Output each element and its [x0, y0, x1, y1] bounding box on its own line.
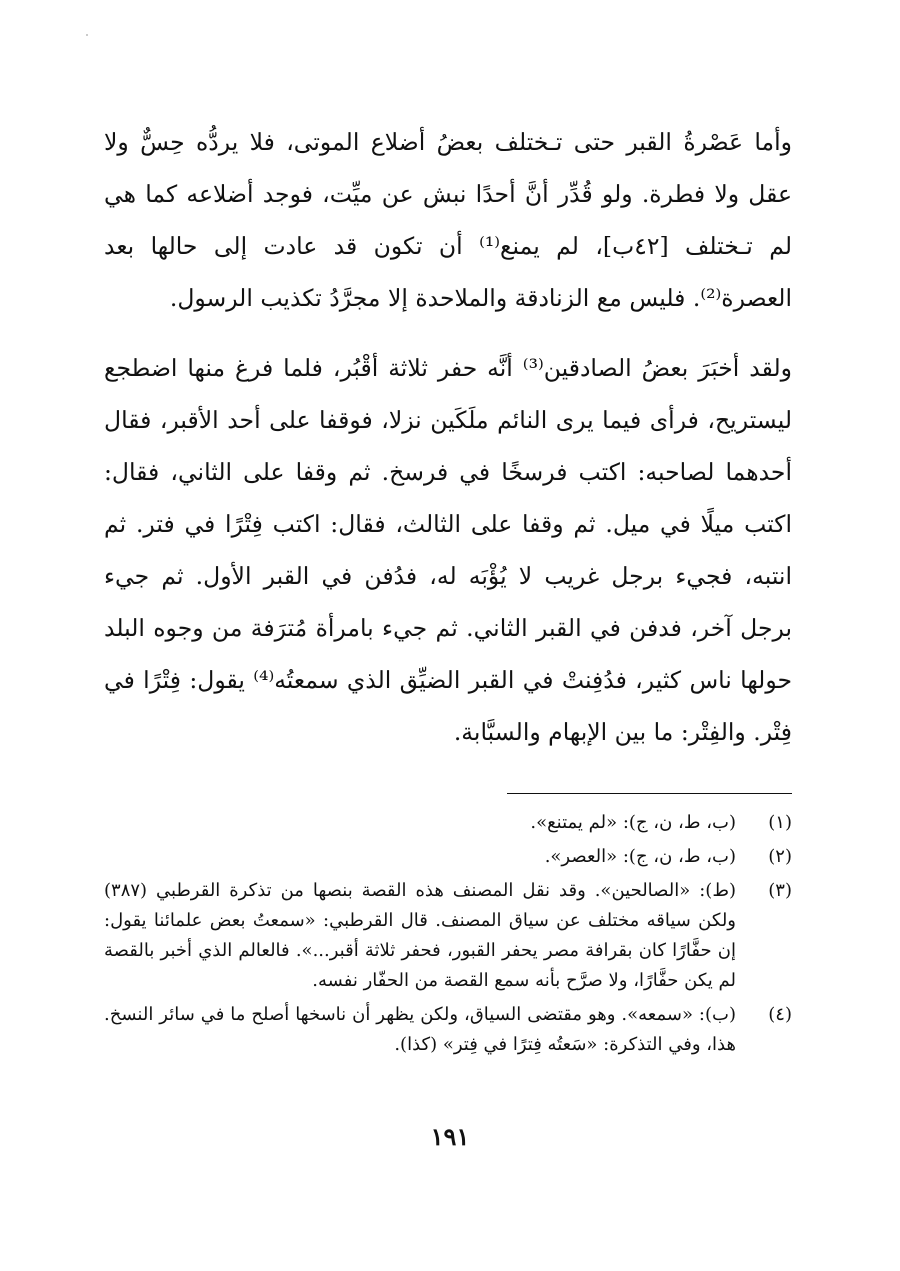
footnote-number: (٤)	[768, 1004, 792, 1025]
footnote-number: (٣)	[768, 880, 792, 901]
paragraph-1: وأما عَصْرةُ القبر حتى تـختلف بعضُ أضلاع الموتى، فلا يردُّه حِسٌّ ولا عقل ولا فطرة. ولو قُدِّر أنَّ أحدًا نبش عن ميِّت، فوجد أضلاعه كما هي لم تـختلف [٤٢ب]، لم يمنع⁽¹⁾ أن تكون قد عادت إلى حالها بعد العصرة⁽²⁾. فليس مع الزنادقة والملاحدة إلا مجرَّدُ تكذيب الرسول.	[104, 128, 792, 312]
footnotes	[104, 808, 792, 1064]
footnote-text: (ب، ط، ن، ج): «العصر».	[544, 846, 736, 867]
scan-speck	[86, 34, 88, 36]
footnote-3	[104, 876, 792, 996]
footnote-4	[104, 1000, 792, 1060]
footnote-text: (ب): «سمعه». وهو مقتضى السياق، ولكن يظهر أن ناسخها أصلح ما في سائر النسخ. هذا، وفي التذكرة: «سَعتُه فِترًا في فِتر» (كذا).	[104, 1004, 736, 1055]
footnote-1	[104, 808, 792, 838]
page-number: ١٩١	[430, 1122, 470, 1151]
footnote-number: (١)	[768, 812, 792, 833]
footnote-2	[104, 842, 792, 872]
main-text	[104, 116, 792, 758]
footnote-number: (٢)	[768, 846, 792, 867]
footnote-separator	[507, 793, 792, 794]
footnote-text: (ب، ط، ن، ج): «لم يمتنع».	[530, 812, 736, 833]
footnote-text: (ط): «الصالحين». وقد نقل المصنف هذه القصة بنصها من تذكرة القرطبي (٣٨٧) ولكن سياقه مختلف عن سياق المصنف. قال القرطبي: «سمعتُ بعض علمائنا يقول: إن حفَّارًا كان بقرافة مصر يحفر القبور، فحفر ثلاثة أقبر...». فالعالم الذي أخبر بالقصة لم يكن حفَّارًا، ولا صرَّح بأنه سمع القصة من الحفّار نفسه.	[104, 880, 736, 991]
paragraph-2: ولقد أخبَرَ بعضُ الصادقين⁽³⁾ أنَّه حفر ثلاثة أقْبُر، فلما فرغ منها اضطجع ليستريح، فرأى فيما يرى النائم ملَكَين نزلا، فوقفا على أحد الأقبر، فقال أحدهما لصاحبه: اكتب فرسخًا في فرسخ. ثم وقفا على الثاني، فقال: اكتب ميلًا في ميل. ثم وقفا على الثالث، فقال: اكتب فِتْرًا في فتر. ثم انتبه، فجيء برجل غريب لا يُؤْبَه له، فدُفن في القبر الأول. ثم جيء برجل آخر، فدفن في القبر الثاني. ثم جيء بامرأة مُترَفة من وجوه البلد حولها ناس كثير، فدُفِنتْ في القبر الضيِّق الذي سمعتُه⁽⁴⁾ يقول: فِتْرًا في فِتْر. والفِتْر: ما بين الإبهام والسبَّابة.	[104, 354, 792, 746]
